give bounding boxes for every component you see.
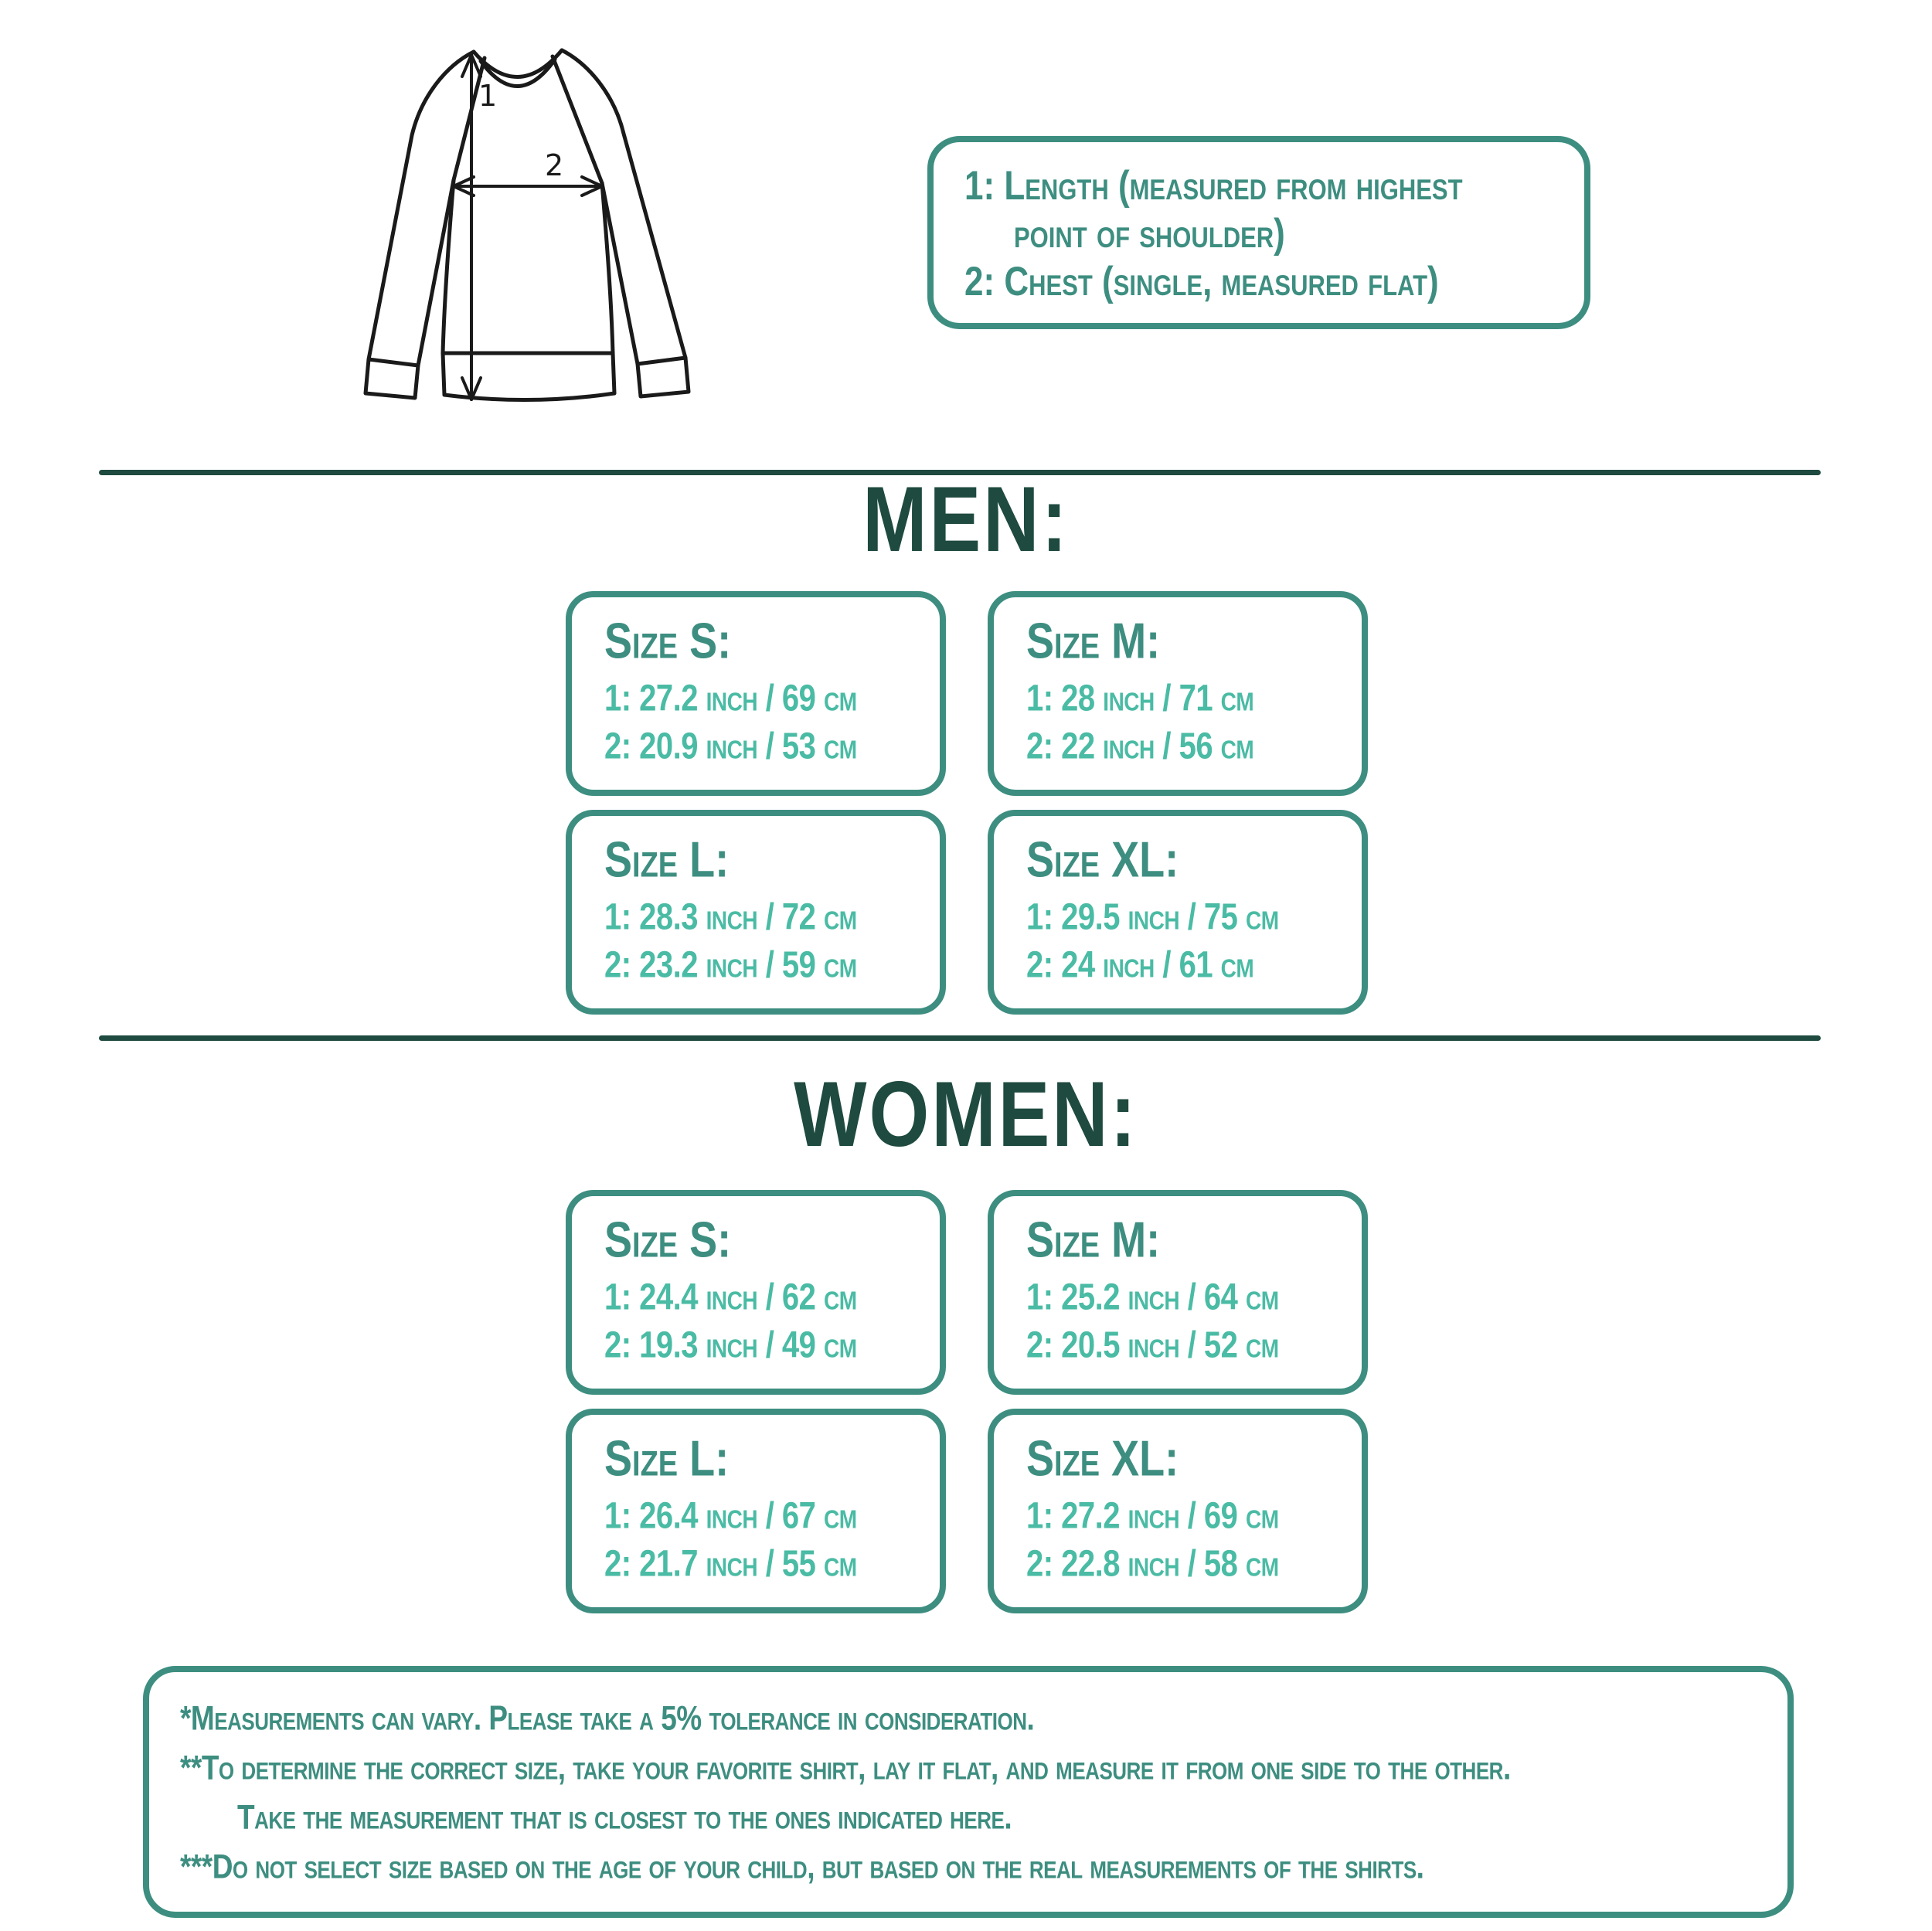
men-size-l-card [566,810,946,1015]
footnote-3-asterisks: *** [180,1847,213,1885]
arrow-1-label: 1 [478,79,498,113]
footnote-2-asterisks: ** [180,1748,202,1787]
shirt-outline-icon [366,50,689,400]
size-card-title: Size XL: [1026,832,1179,888]
legend-item-2-line [964,253,1563,311]
chest-measurement: 2: 20.9 inch / 53 cm [604,726,857,767]
length-measurement: 1: 28.3 inch / 72 cm [604,896,857,938]
length-measurement: 1: 27.2 inch / 69 cm [1026,1495,1279,1537]
length-measurement: 1: 25.2 inch / 64 cm [1026,1277,1279,1318]
legend-item-1-number: 1: [964,163,995,209]
size-card-title: Size S: [604,1212,732,1268]
footnote-2-text-1: To determine the correct size, take your favorite shirt, lay it flat, and measure it from one side to the other. [201,1748,1511,1787]
legend-item-2-text: Chest (single, measured flat) [1004,259,1439,304]
measurement-legend-box [927,136,1590,329]
size-card-title: Size L: [604,1431,730,1487]
chest-measurement: 2: 23.2 inch / 59 cm [604,944,857,986]
women-size-l-card [566,1409,946,1613]
shirt-diagram [345,35,709,425]
measurement-arrow-2 [454,177,602,195]
length-measurement: 1: 29.5 inch / 75 cm [1026,896,1279,938]
section-divider-middle [99,1035,1821,1041]
chest-measurement: 2: 24 inch / 61 cm [1026,944,1254,986]
size-card-title: Size XL: [1026,1431,1179,1487]
size-card-title: Size M: [1026,1212,1161,1268]
legend-item-1-line-2: point of shoulder) [1014,211,1285,257]
men-section-title: MEN: [862,467,1070,572]
legend-item-1-text: Length (measured from highest [1004,163,1463,209]
chest-measurement: 2: 22.8 inch / 58 cm [1026,1543,1279,1585]
arrow-2-label: 2 [545,148,564,182]
size-card-title: Size S: [604,614,732,669]
chest-measurement: 2: 21.7 inch / 55 cm [604,1543,857,1585]
footnote-1-text: Measurements can vary. Please take a 5% tolerance in consideration. [190,1698,1035,1737]
men-size-xl-card [988,810,1368,1015]
women-size-xl-card [988,1409,1368,1613]
size-card-title: Size L: [604,832,730,888]
footnote-3 [180,1838,1760,1897]
women-size-s-card [566,1190,946,1395]
chest-measurement: 2: 22 inch / 56 cm [1026,726,1254,767]
length-measurement: 1: 24.4 inch / 62 cm [604,1277,857,1318]
men-size-grid [566,591,1369,1015]
size-card-title: Size M: [1026,614,1161,669]
men-size-m-card [988,591,1368,796]
length-measurement: 1: 27.2 inch / 69 cm [604,678,857,719]
footnote-1-asterisk: * [180,1698,191,1737]
footnote-3-text: Do not select size based on the age of your child, but based on the real measurements of the shirts. [212,1847,1424,1885]
length-measurement: 1: 26.4 inch / 67 cm [604,1495,857,1537]
women-size-grid [566,1190,1369,1613]
women-size-m-card [988,1190,1368,1395]
length-measurement: 1: 28 inch / 71 cm [1026,678,1254,719]
footnotes-box [143,1666,1794,1918]
legend-item-2-number: 2: [964,259,995,304]
footnote-2-line-2: Take the measurement that is closest to the ones indicated here. [237,1797,1012,1836]
chest-measurement: 2: 19.3 inch / 49 cm [604,1324,857,1366]
chest-measurement: 2: 20.5 inch / 52 cm [1026,1324,1279,1366]
men-size-s-card [566,591,946,796]
women-section-title: WOMEN: [794,1062,1138,1167]
